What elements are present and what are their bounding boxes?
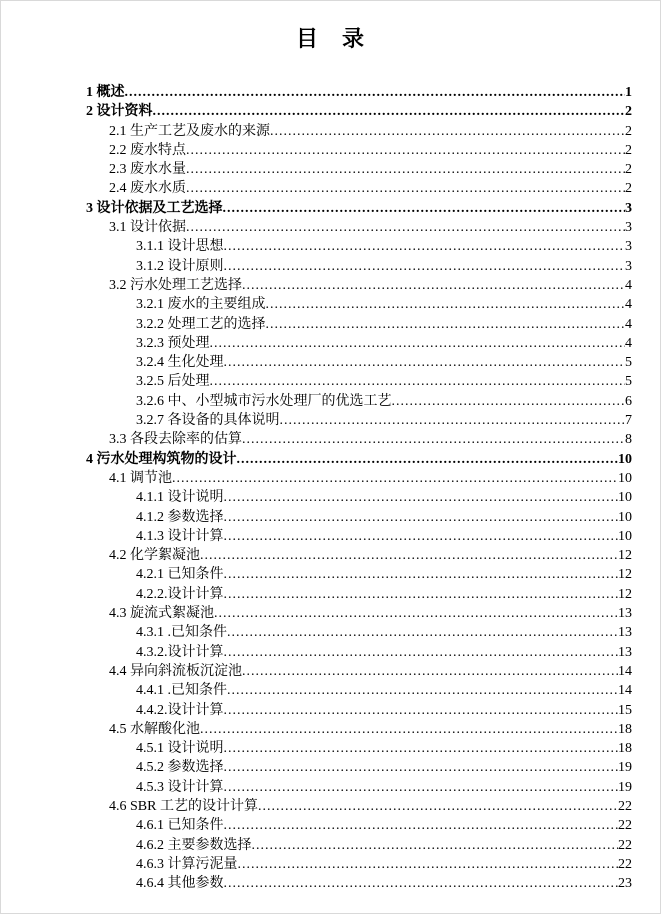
toc-entry-label: 4.5.1 设计说明: [136, 741, 224, 757]
toc-leader-dots: [224, 527, 619, 546]
toc-leader-dots: [224, 257, 626, 276]
toc-page-number: 22: [618, 798, 632, 814]
toc-entry[interactable]: [86, 643, 632, 662]
toc-leader-dots: [224, 874, 619, 893]
toc-page-number: 18: [618, 741, 632, 757]
toc-leader-dots: [242, 276, 625, 295]
toc-leader-dots: [252, 836, 619, 855]
toc-entry[interactable]: [86, 585, 632, 604]
toc-page-number: 22: [618, 818, 632, 834]
toc-list: [86, 83, 632, 893]
toc-entry-label: 4.3.2.设计计算: [136, 644, 224, 660]
toc-leader-dots: [200, 720, 618, 739]
toc-entry[interactable]: [86, 276, 632, 295]
toc-leader-dots: [224, 701, 619, 720]
toc-entry[interactable]: [86, 565, 632, 584]
toc-page-number: 14: [618, 683, 632, 699]
toc-leader-dots: [186, 160, 625, 179]
toc-entry[interactable]: [86, 257, 632, 276]
toc-entry-label: 4.2.2.设计计算: [136, 586, 224, 602]
toc-entry[interactable]: [86, 662, 632, 681]
toc-entry-label: 4.1.2 参数选择: [136, 509, 224, 525]
toc-leader-dots: [172, 469, 618, 488]
toc-leader-dots: [153, 102, 626, 121]
page-title: 目 录: [295, 26, 365, 51]
toc-entry[interactable]: [86, 836, 632, 855]
toc-entry[interactable]: [86, 797, 632, 816]
toc-page-number: 2: [625, 123, 632, 139]
toc-leader-dots: [266, 315, 626, 334]
toc-entry-label: 4.1.3 设计计算: [136, 528, 224, 544]
toc-entry[interactable]: [86, 855, 632, 874]
toc-page-number: 10: [618, 470, 632, 486]
toc-page-number: 5: [625, 355, 632, 371]
toc-entry[interactable]: [86, 681, 632, 700]
toc-page-number: 10: [618, 451, 632, 467]
toc-entry[interactable]: [86, 739, 632, 758]
toc-entry-label: 3 设计依据及工艺选择: [86, 200, 223, 216]
toc-entry-label: 3.2.2 处理工艺的选择: [136, 316, 266, 332]
toc-entry-label: 4.5.3 设计计算: [136, 779, 224, 795]
toc-entry[interactable]: [86, 83, 632, 102]
toc-leader-dots: [224, 565, 619, 584]
toc-entry[interactable]: [86, 430, 632, 449]
toc-entry[interactable]: [86, 874, 632, 893]
toc-page-number: 22: [618, 837, 632, 853]
toc-entry-label: 2.2 废水特点: [109, 142, 186, 158]
toc-page-number: 13: [618, 644, 632, 660]
toc-entry[interactable]: [86, 353, 632, 372]
toc-entry[interactable]: [86, 546, 632, 565]
toc-leader-dots: [224, 353, 626, 372]
toc-entry[interactable]: [86, 141, 632, 160]
toc-entry-label: 4.6.4 其他参数: [136, 876, 224, 892]
toc-page-number: 10: [618, 490, 632, 506]
toc-entry-label: 3.2.5 后处理: [136, 374, 210, 390]
toc-entry[interactable]: [86, 488, 632, 507]
toc-leader-dots: [270, 122, 625, 141]
toc-entry-label: 4 污水处理构筑物的设计: [86, 451, 237, 467]
toc-leader-dots: [237, 450, 619, 469]
toc-page-number: 2: [625, 104, 632, 120]
toc-entry-label: 3.2.4 生化处理: [136, 355, 224, 371]
toc-entry[interactable]: [86, 199, 632, 218]
toc-leader-dots: [200, 546, 618, 565]
toc-leader-dots: [125, 83, 626, 102]
toc-page-number: 19: [618, 760, 632, 776]
toc-page-number: 15: [618, 702, 632, 718]
toc-page-number: 19: [618, 779, 632, 795]
toc-entry[interactable]: [86, 372, 632, 391]
toc-leader-dots: [280, 411, 626, 430]
toc-leader-dots: [227, 681, 618, 700]
toc-entry[interactable]: [86, 450, 632, 469]
toc-entry[interactable]: [86, 816, 632, 835]
toc-leader-dots: [242, 662, 618, 681]
toc-leader-dots: [224, 488, 619, 507]
toc-page-number: 10: [618, 528, 632, 544]
toc-entry-label: 4.4.2.设计计算: [136, 702, 224, 718]
toc-leader-dots: [266, 295, 626, 314]
toc-entry[interactable]: [86, 218, 632, 237]
toc-entry-label: 4.2 化学絮凝池: [109, 548, 200, 564]
toc-entry-label: 4.6.3 计算污泥量: [136, 856, 238, 872]
toc-entry-label: 4.1 调节池: [109, 470, 172, 486]
toc-entry[interactable]: [86, 758, 632, 777]
toc-leader-dots: [210, 372, 626, 391]
toc-leader-dots: [224, 643, 619, 662]
toc-leader-dots: [224, 237, 626, 256]
toc-entry[interactable]: [86, 701, 632, 720]
toc-page-number: 10: [618, 509, 632, 525]
toc-leader-dots: [224, 816, 619, 835]
toc-page-number: 4: [625, 335, 632, 351]
toc-entry-label: 4.3 旋流式絮凝池: [109, 606, 214, 622]
toc-page-number: 8: [625, 432, 632, 448]
toc-entry-label: 3.2.3 预处理: [136, 335, 210, 351]
toc-page-number: 23: [618, 876, 632, 892]
toc-entry-label: 2.1 生产工艺及废水的来源: [109, 123, 270, 139]
toc-entry[interactable]: [86, 469, 632, 488]
toc-leader-dots: [392, 392, 626, 411]
toc-page-number: 2: [625, 142, 632, 158]
toc-entry-label: 4.4.1 .已知条件: [136, 683, 227, 699]
toc-page-number: 22: [618, 856, 632, 872]
toc-entry-label: 1 概述: [86, 85, 125, 100]
toc-leader-dots: [224, 508, 619, 527]
toc-leader-dots: [238, 855, 619, 874]
toc-page-number: 14: [618, 663, 632, 679]
toc-entry-label: 3.3 各段去除率的估算: [109, 432, 242, 448]
toc-entry[interactable]: [86, 102, 632, 121]
toc-entry-label: 2.4 废水水质: [109, 181, 186, 197]
toc-page-number: 3: [625, 220, 632, 236]
toc-page-number: 5: [625, 374, 632, 390]
toc-page-number: 13: [618, 625, 632, 641]
toc-leader-dots: [242, 430, 625, 449]
toc-page-number: 12: [618, 586, 632, 602]
toc-leader-dots: [223, 199, 626, 218]
toc-entry[interactable]: [86, 720, 632, 739]
toc-leader-dots: [186, 179, 625, 198]
toc-leader-dots: [186, 218, 625, 237]
toc-entry[interactable]: [86, 179, 632, 198]
toc-entry-label: 4.6.2 主要参数选择: [136, 837, 252, 853]
toc-page-number: 3: [625, 200, 632, 216]
toc-entry[interactable]: [86, 623, 632, 642]
toc-entry-label: 3.2 污水处理工艺选择: [109, 277, 242, 293]
toc-entry-label: 3.1 设计依据: [109, 220, 186, 236]
toc-page-number: 4: [625, 316, 632, 332]
toc-leader-dots: [224, 758, 619, 777]
toc-entry[interactable]: [86, 392, 632, 411]
toc-entry-label: 4.2.1 已知条件: [136, 567, 224, 583]
toc-entry-label: 4.1.1 设计说明: [136, 490, 224, 506]
toc-leader-dots: [227, 623, 618, 642]
toc-leader-dots: [214, 604, 618, 623]
toc-page-number: 2: [625, 181, 632, 197]
toc-entry-label: 2.3 废水水量: [109, 162, 186, 178]
toc-page-number: 1: [625, 85, 632, 100]
toc-entry[interactable]: [86, 237, 632, 256]
toc-entry[interactable]: [86, 778, 632, 797]
toc-entry-label: 4.5.2 参数选择: [136, 760, 224, 776]
toc-page-number: 7: [625, 413, 632, 429]
toc-page-number: 6: [625, 393, 632, 409]
toc-page-number: 18: [618, 721, 632, 737]
toc-page-number: 12: [618, 567, 632, 583]
toc-entry-label: 3.2.6 中、小型城市污水处理厂的优选工艺: [136, 393, 392, 409]
toc-page-number: 2: [625, 162, 632, 178]
toc-leader-dots: [224, 585, 619, 604]
toc-entry[interactable]: [86, 604, 632, 623]
toc-page-number: 4: [625, 277, 632, 293]
toc-entry[interactable]: [86, 508, 632, 527]
toc-entry-label: 4.4 异向斜流板沉淀池: [109, 663, 242, 679]
toc-page-number: 3: [625, 239, 632, 255]
toc-entry-label: 3.1.1 设计思想: [136, 239, 224, 255]
toc-leader-dots: [210, 334, 626, 353]
toc-entry-label: 4.3.1 .已知条件: [136, 625, 227, 641]
toc-page-number: 13: [618, 606, 632, 622]
toc-entry-label: 3.2.1 废水的主要组成: [136, 297, 266, 313]
toc-page-number: 3: [625, 258, 632, 274]
toc-leader-dots: [258, 797, 618, 816]
toc-entry[interactable]: [86, 315, 632, 334]
toc-leader-dots: [186, 141, 625, 160]
toc-entry[interactable]: [86, 411, 632, 430]
toc-entry[interactable]: [86, 160, 632, 179]
toc-entry-label: 4.6.1 已知条件: [136, 818, 224, 834]
toc-entry[interactable]: [86, 295, 632, 314]
toc-entry-label: 3.1.2 设计原则: [136, 258, 224, 274]
toc-entry[interactable]: [86, 122, 632, 141]
toc-leader-dots: [224, 778, 619, 797]
toc-page-number: 12: [618, 548, 632, 564]
toc-entry-label: 4.5 水解酸化池: [109, 721, 200, 737]
toc-entry[interactable]: [86, 527, 632, 546]
toc-page-number: 4: [625, 297, 632, 313]
toc-leader-dots: [224, 739, 619, 758]
toc-entry[interactable]: [86, 334, 632, 353]
toc-entry-label: 4.6 SBR 工艺的设计计算: [109, 798, 258, 814]
toc-entry-label: 3.2.7 各设备的具体说明: [136, 413, 280, 429]
toc-entry-label: 2 设计资料: [86, 104, 153, 120]
